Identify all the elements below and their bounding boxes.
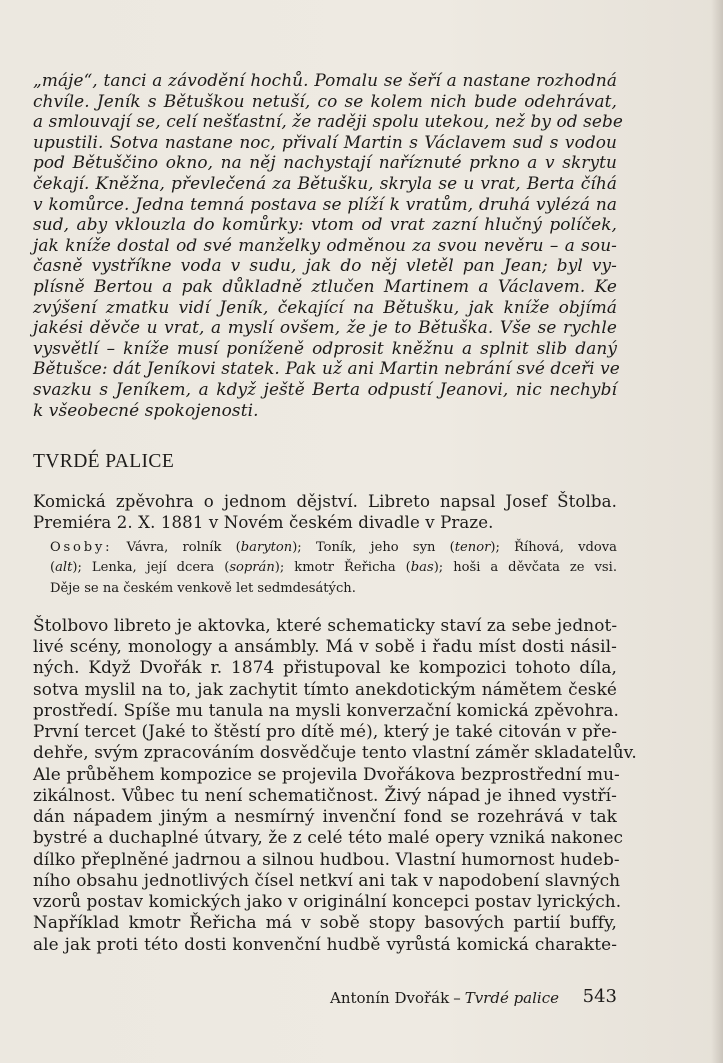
opening-line: k všeobecné spokojenosti.: [33, 399, 259, 420]
opening-line: časně vystříkne voda v sudu, jak do něj vletěl pan Jean; byl vy-: [33, 255, 617, 276]
cast-text: ); hoši a děvčata ze vsi.: [433, 560, 617, 576]
body-line: prostředí. Spíše mu tanula na mysli konverzační komická zpěvohra.: [33, 699, 620, 720]
opening-line: a smlouvají se, celí nešťastní, že raději spolu utekou, než by od sebe: [33, 111, 623, 132]
body-line: ných. Když Dvořák r. 1874 přistupoval ke kompozici tohoto díla,: [33, 657, 617, 678]
opening-line: chvíle. Jeník s Bětuškou netuší, co se kolem nich bude odehrávat,: [33, 90, 617, 111]
cast-line: [50, 558, 617, 578]
voice-type: soprán: [229, 560, 275, 576]
intro-line: Premiéra 2. X. 1881 v Novém českém divadle v Praze.: [33, 513, 494, 533]
voice-type: bas: [410, 560, 434, 576]
cast-text: ); Říhová, vdova: [490, 540, 617, 556]
opening-line: svazku s Jeníkem, a když ještě Berta odpustí Jeanovi, nic nechybí: [33, 378, 617, 399]
voice-type: tenor: [454, 540, 491, 556]
opening-line: plísně Bertou a pak důkladně ztlučen Martinem a Václavem. Ke: [33, 275, 617, 296]
opening-line: jak kníže dostal od své manželky odměnou za svou nevěru – a sou-: [33, 234, 617, 255]
setting-line: Děje se na českém venkově let sedmdesátých.: [50, 580, 356, 596]
body-line: ale jak proti této dosti konvenční hudbě vyrůstá komická charakte-: [33, 933, 617, 954]
body-line: livé scény, monology a ansámbly. Má v sobě i řadu míst dosti násil-: [33, 636, 617, 657]
page-number: 543: [582, 986, 617, 1007]
cast-label: Osoby:: [50, 540, 113, 556]
footer-dash: –: [453, 989, 461, 1007]
section-title: TVRDÉ PALICE: [33, 451, 175, 473]
opening-line: „máje“, tanci a závodění hochů. Pomalu se šeří a nastane rozhodná: [33, 70, 617, 90]
opening-line: jakési děvče u vrat, a myslí ovšem, že je to Bětuška. Vše se rychle: [33, 317, 617, 338]
body-line: Například kmotr Řeřicha má v sobě stopy basových partií buffy,: [33, 912, 617, 933]
body-line: zikálnost. Vůbec tu není schematičnost. Živý nápad je ihned vystří-: [33, 784, 617, 805]
opening-line: pod Bětuščino okno, na něj nachystají naříznuté prkno a v skrytu: [33, 152, 617, 173]
body-line: vzorů postav komických jako v originální koncepci postav lyrických.: [33, 891, 622, 912]
body-line: bystré a duchaplné útvary, že z celé této malé opery vzniká nakonec: [33, 827, 624, 848]
opening-line: Bětušce: dát Jeníkovi statek. Pak už ani Martin nebrání své dceři ve: [33, 358, 620, 379]
opening-line: čekají. Kněžna, převlečená za Bětušku, skryla se u vrat, Berta číhá: [33, 172, 617, 193]
cast-list: [33, 538, 617, 599]
body-line: ního obsahu jednotlivých čísel netkví ani tak v napodobení slavných: [33, 869, 621, 890]
running-footer: [330, 986, 617, 1010]
opening-paragraph: [33, 70, 623, 420]
cast-line: [50, 538, 617, 558]
cast-text: ); Lenka, její dcera (: [72, 560, 230, 576]
opening-line: vysvětlí – kníže musí poníženě odprosit kněžnu a splnit slib daný: [33, 337, 617, 358]
cast-text: Vávra, rolník (: [112, 540, 241, 556]
body-line: sotva myslil na to, jak zachytit tímto anekdotickým námětem české: [33, 678, 617, 699]
body-line: Ale průběhem kompozice se projevila Dvořákova bezprostřední mu-: [33, 763, 620, 784]
body-line: dán nápadem jiným a nesmírný invenční fond se rozehrává v tak: [33, 806, 617, 827]
cast-text: (: [50, 560, 56, 576]
body-line: dehře, svým zpracováním dosvědčuje tento vlastní záměr skladatelův.: [33, 742, 637, 763]
cast-text: ); Toník, jeho syn (: [292, 540, 455, 556]
opening-line: sud, aby vklouzla do komůrky: vtom od vrat zazní hlučný políček,: [33, 214, 617, 235]
body-paragraph: [33, 614, 637, 955]
voice-type: alt: [55, 560, 73, 576]
body-line: První tercet (Jaké to štěstí pro dítě mé), který je také citován v pře-: [33, 721, 617, 742]
body-line: Štolbovo libreto je aktovka, které schematicky staví za sebe jednot-: [33, 614, 618, 635]
opening-line: v komůrce. Jedna temná postava se plíží k vratům, druhá vylézá na: [33, 193, 617, 214]
body-line: dílko přeplněné jadrnou a silnou hudbou. Vlastní humornost hudeb-: [33, 848, 620, 869]
opening-line: zvýšení zmatku vidí Jeník, čekající na Bětušku, jak kníže objímá: [33, 296, 617, 317]
cast-text: ); kmotr Řeřicha (: [274, 560, 411, 576]
footer-work-title: Tvrdé palice: [464, 989, 560, 1007]
opening-line: upustili. Sotva nastane noc, přivalí Martin s Václavem sud s vodou: [33, 131, 617, 152]
section-intro: [33, 491, 617, 533]
voice-type: baryton: [240, 540, 293, 556]
intro-line: Komická zpěvohra o jednom dějství. Libreto napsal Josef Štolba.: [33, 492, 617, 512]
page-content: [33, 70, 637, 955]
page-edge-shadow: [711, 0, 723, 1063]
footer-author: Antonín Dvořák: [330, 989, 450, 1007]
